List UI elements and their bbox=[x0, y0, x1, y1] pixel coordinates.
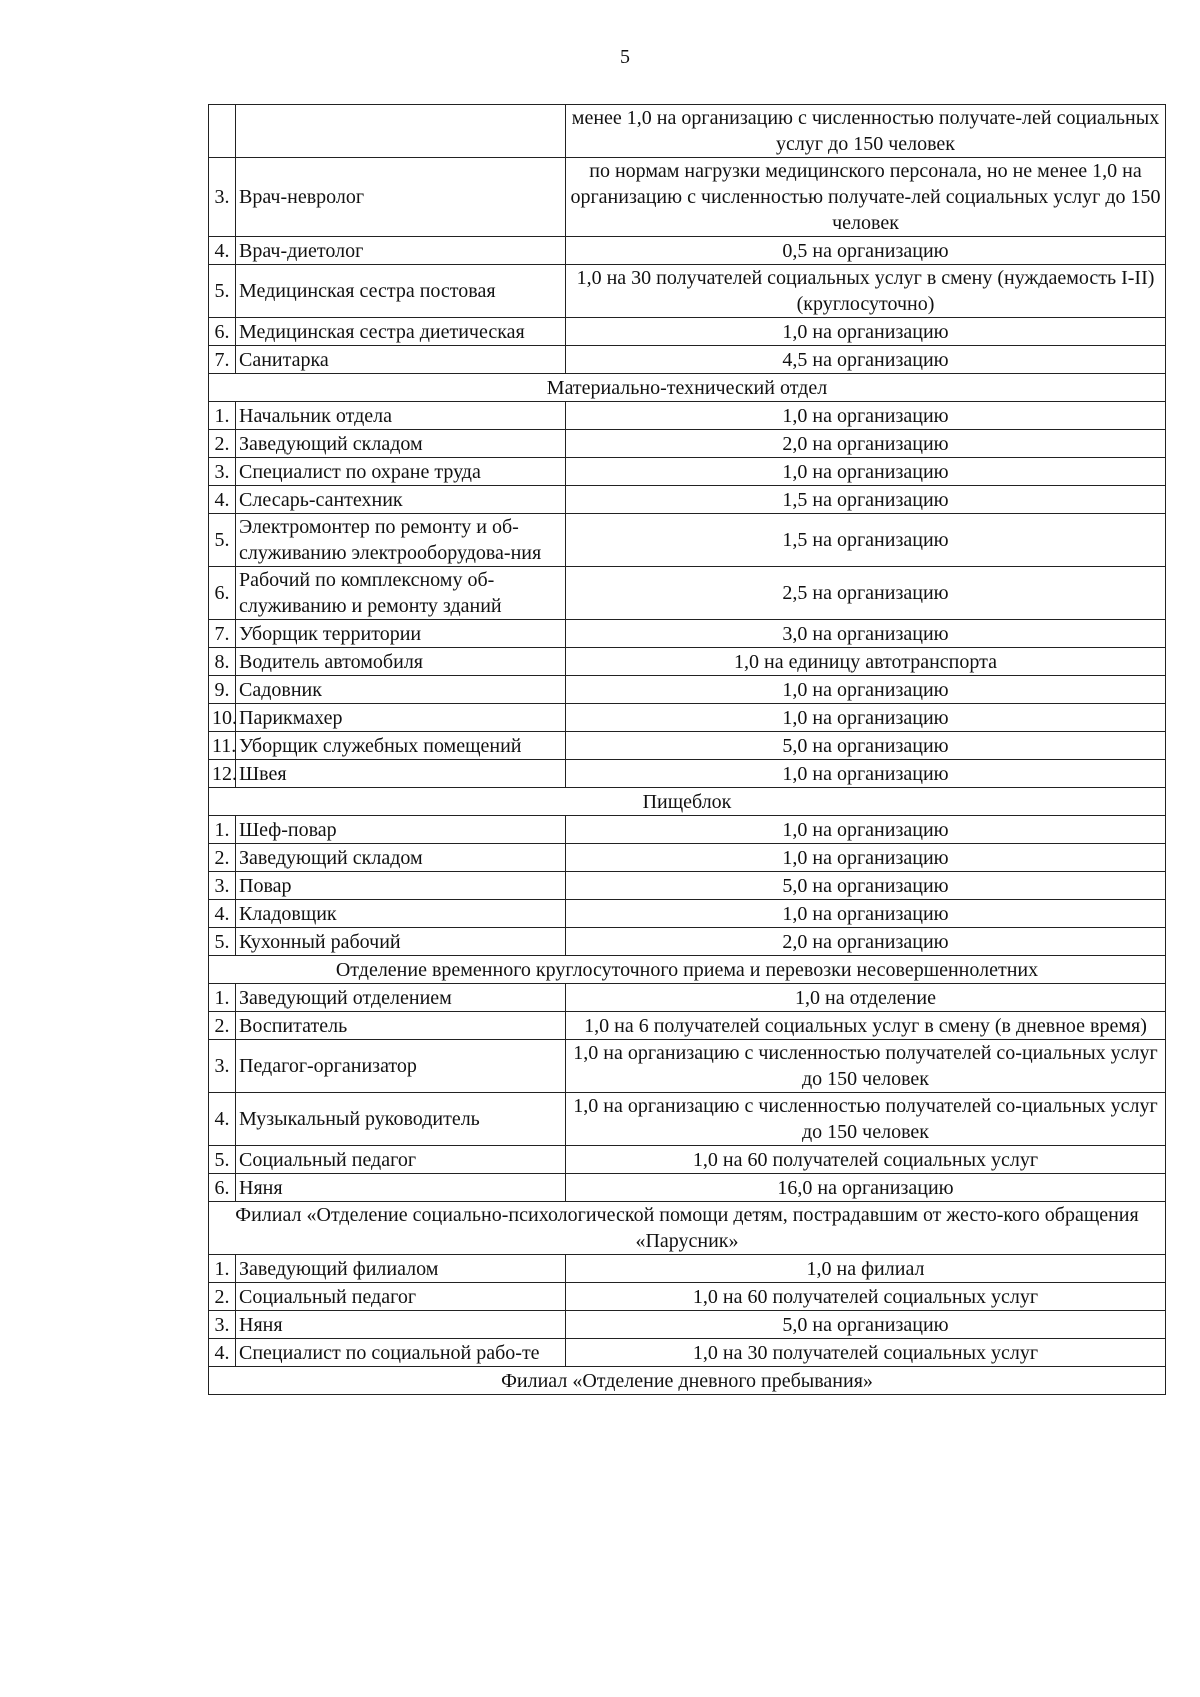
table-row bbox=[209, 872, 1166, 900]
table-row bbox=[209, 567, 1166, 620]
staffing-norm: 1,0 на 30 получателей социальных услуг bbox=[566, 1339, 1166, 1367]
staffing-norm: 1,0 на организацию bbox=[566, 760, 1166, 788]
staffing-norm: 2,0 на организацию bbox=[566, 928, 1166, 956]
table-row bbox=[209, 620, 1166, 648]
position-title: Санитарка bbox=[236, 346, 566, 374]
table-row bbox=[209, 1012, 1166, 1040]
row-number: 3. bbox=[209, 1311, 236, 1339]
section-row bbox=[209, 1202, 1166, 1255]
staffing-norm: 5,0 на организацию bbox=[566, 732, 1166, 760]
position-title: Музыкальный руководитель bbox=[236, 1093, 566, 1146]
table-row bbox=[209, 1339, 1166, 1367]
position-title: Кладовщик bbox=[236, 900, 566, 928]
row-number: 2. bbox=[209, 1283, 236, 1311]
staffing-norm: 1,0 на организацию bbox=[566, 816, 1166, 844]
row-number: 12. bbox=[209, 760, 236, 788]
staffing-norm: 1,0 на 60 получателей социальных услуг bbox=[566, 1146, 1166, 1174]
table-row bbox=[209, 984, 1166, 1012]
position-title: Уборщик территории bbox=[236, 620, 566, 648]
section-heading: Филиал «Отделение дневного пребывания» bbox=[209, 1367, 1166, 1395]
position-title: Швея bbox=[236, 760, 566, 788]
row-number: 5. bbox=[209, 928, 236, 956]
staffing-norm: 1,5 на организацию bbox=[566, 486, 1166, 514]
position-title: Воспитатель bbox=[236, 1012, 566, 1040]
row-number: 5. bbox=[209, 265, 236, 318]
position-title: Заведующий отделением bbox=[236, 984, 566, 1012]
staffing-norm: 1,5 на организацию bbox=[566, 514, 1166, 567]
position-title: Садовник bbox=[236, 676, 566, 704]
table-row bbox=[209, 1255, 1166, 1283]
table-row bbox=[209, 1093, 1166, 1146]
table-row bbox=[209, 704, 1166, 732]
row-number: 1. bbox=[209, 402, 236, 430]
position-title: Водитель автомобиля bbox=[236, 648, 566, 676]
staffing-norm: по нормам нагрузки медицинского персонала, но не менее 1,0 на организацию с численностью получате-лей социальных услуг до 150 человек bbox=[566, 158, 1166, 237]
position-title: Педагог-организатор bbox=[236, 1040, 566, 1093]
position-title: Няня bbox=[236, 1311, 566, 1339]
position-title: Заведующий филиалом bbox=[236, 1255, 566, 1283]
staffing-norm: 2,5 на организацию bbox=[566, 567, 1166, 620]
row-number: 2. bbox=[209, 1012, 236, 1040]
row-number: 1. bbox=[209, 984, 236, 1012]
row-number: 8. bbox=[209, 648, 236, 676]
position-title: Заведующий складом bbox=[236, 430, 566, 458]
position-title: Заведующий складом bbox=[236, 844, 566, 872]
position-title: Шеф-повар bbox=[236, 816, 566, 844]
table-row bbox=[209, 1174, 1166, 1202]
position-title bbox=[236, 105, 566, 158]
position-title: Социальный педагог bbox=[236, 1283, 566, 1311]
staffing-table bbox=[208, 104, 1166, 1395]
row-number: 9. bbox=[209, 676, 236, 704]
staffing-norm: 1,0 на организацию bbox=[566, 318, 1166, 346]
position-title: Медицинская сестра диетическая bbox=[236, 318, 566, 346]
table-row bbox=[209, 1146, 1166, 1174]
staffing-norm: 1,0 на единицу автотранспорта bbox=[566, 648, 1166, 676]
table-row bbox=[209, 458, 1166, 486]
section-row bbox=[209, 956, 1166, 984]
position-title: Врач-диетолог bbox=[236, 237, 566, 265]
table-row bbox=[209, 237, 1166, 265]
row-number: 2. bbox=[209, 430, 236, 458]
position-title: Парикмахер bbox=[236, 704, 566, 732]
table-row bbox=[209, 676, 1166, 704]
table-row bbox=[209, 430, 1166, 458]
section-row bbox=[209, 788, 1166, 816]
table-row bbox=[209, 514, 1166, 567]
row-number: 6. bbox=[209, 1174, 236, 1202]
staffing-norm: 1,0 на организацию bbox=[566, 402, 1166, 430]
staffing-norm: 5,0 на организацию bbox=[566, 1311, 1166, 1339]
section-heading: Материально-технический отдел bbox=[209, 374, 1166, 402]
table-row bbox=[209, 486, 1166, 514]
position-title: Няня bbox=[236, 1174, 566, 1202]
table-row bbox=[209, 105, 1166, 158]
row-number: 4. bbox=[209, 486, 236, 514]
staffing-norm: 0,5 на организацию bbox=[566, 237, 1166, 265]
staffing-norm: 4,5 на организацию bbox=[566, 346, 1166, 374]
staffing-norm: 1,0 на организацию bbox=[566, 704, 1166, 732]
position-title: Социальный педагог bbox=[236, 1146, 566, 1174]
position-title: Медицинская сестра постовая bbox=[236, 265, 566, 318]
row-number: 4. bbox=[209, 900, 236, 928]
row-number: 11. bbox=[209, 732, 236, 760]
row-number: 7. bbox=[209, 346, 236, 374]
row-number: 4. bbox=[209, 1093, 236, 1146]
section-heading: Филиал «Отделение социально-психологической помощи детям, пострадавшим от жесто-кого обращения «Парусник» bbox=[209, 1202, 1166, 1255]
staffing-norm: 2,0 на организацию bbox=[566, 430, 1166, 458]
table-row bbox=[209, 402, 1166, 430]
staffing-norm: 5,0 на организацию bbox=[566, 872, 1166, 900]
section-row bbox=[209, 1367, 1166, 1395]
staffing-norm: 1,0 на организацию с численностью получателей со-циальных услуг до 150 человек bbox=[566, 1093, 1166, 1146]
row-number: 3. bbox=[209, 458, 236, 486]
section-heading: Отделение временного круглосуточного приема и перевозки несовершеннолетних bbox=[209, 956, 1166, 984]
staffing-norm: 1,0 на 6 получателей социальных услуг в смену (в дневное время) bbox=[566, 1012, 1166, 1040]
table-row bbox=[209, 760, 1166, 788]
table-row bbox=[209, 816, 1166, 844]
section-heading: Пищеблок bbox=[209, 788, 1166, 816]
position-title: Врач-невролог bbox=[236, 158, 566, 237]
row-number: 6. bbox=[209, 318, 236, 346]
position-title: Повар bbox=[236, 872, 566, 900]
row-number: 3. bbox=[209, 158, 236, 237]
staffing-norm: 1,0 на организацию bbox=[566, 844, 1166, 872]
row-number: 7. bbox=[209, 620, 236, 648]
section-row bbox=[209, 374, 1166, 402]
staffing-norm: 1,0 на организацию bbox=[566, 676, 1166, 704]
position-title: Специалист по охране труда bbox=[236, 458, 566, 486]
position-title: Электромонтер по ремонту и об-служиванию электрооборудова-ния bbox=[236, 514, 566, 567]
position-title: Кухонный рабочий bbox=[236, 928, 566, 956]
position-title: Слесарь-сантехник bbox=[236, 486, 566, 514]
row-number: 6. bbox=[209, 567, 236, 620]
position-title: Рабочий по комплексному об-служиванию и ремонту зданий bbox=[236, 567, 566, 620]
staffing-norm: 16,0 на организацию bbox=[566, 1174, 1166, 1202]
staffing-norm: 1,0 на филиал bbox=[566, 1255, 1166, 1283]
table-row bbox=[209, 1311, 1166, 1339]
row-number: 4. bbox=[209, 1339, 236, 1367]
table-row bbox=[209, 900, 1166, 928]
row-number: 3. bbox=[209, 872, 236, 900]
table-row bbox=[209, 1040, 1166, 1093]
row-number: 1. bbox=[209, 816, 236, 844]
table-row bbox=[209, 158, 1166, 237]
staffing-norm: 1,0 на организацию с численностью получателей со-циальных услуг до 150 человек bbox=[566, 1040, 1166, 1093]
table-row bbox=[209, 346, 1166, 374]
table-row bbox=[209, 1283, 1166, 1311]
staffing-norm: 1,0 на отделение bbox=[566, 984, 1166, 1012]
row-number: 1. bbox=[209, 1255, 236, 1283]
staffing-norm: 1,0 на организацию bbox=[566, 458, 1166, 486]
row-number bbox=[209, 105, 236, 158]
table-row bbox=[209, 648, 1166, 676]
row-number: 10. bbox=[209, 704, 236, 732]
page-number: 5 bbox=[620, 46, 630, 68]
row-number: 5. bbox=[209, 514, 236, 567]
position-title: Начальник отдела bbox=[236, 402, 566, 430]
staffing-norm: 3,0 на организацию bbox=[566, 620, 1166, 648]
row-number: 5. bbox=[209, 1146, 236, 1174]
table-row bbox=[209, 265, 1166, 318]
table-row bbox=[209, 732, 1166, 760]
position-title: Уборщик служебных помещений bbox=[236, 732, 566, 760]
staffing-norm: 1,0 на 60 получателей социальных услуг bbox=[566, 1283, 1166, 1311]
position-title: Специалист по социальной рабо-те bbox=[236, 1339, 566, 1367]
staffing-norm: 1,0 на организацию bbox=[566, 900, 1166, 928]
staffing-norm: менее 1,0 на организацию с численностью получате-лей социальных услуг до 150 человек bbox=[566, 105, 1166, 158]
table-row bbox=[209, 928, 1166, 956]
staffing-norm: 1,0 на 30 получателей социальных услуг в смену (нуждаемость I-II) (круглосуточно) bbox=[566, 265, 1166, 318]
table-row bbox=[209, 844, 1166, 872]
row-number: 2. bbox=[209, 844, 236, 872]
table-row bbox=[209, 318, 1166, 346]
row-number: 4. bbox=[209, 237, 236, 265]
row-number: 3. bbox=[209, 1040, 236, 1093]
